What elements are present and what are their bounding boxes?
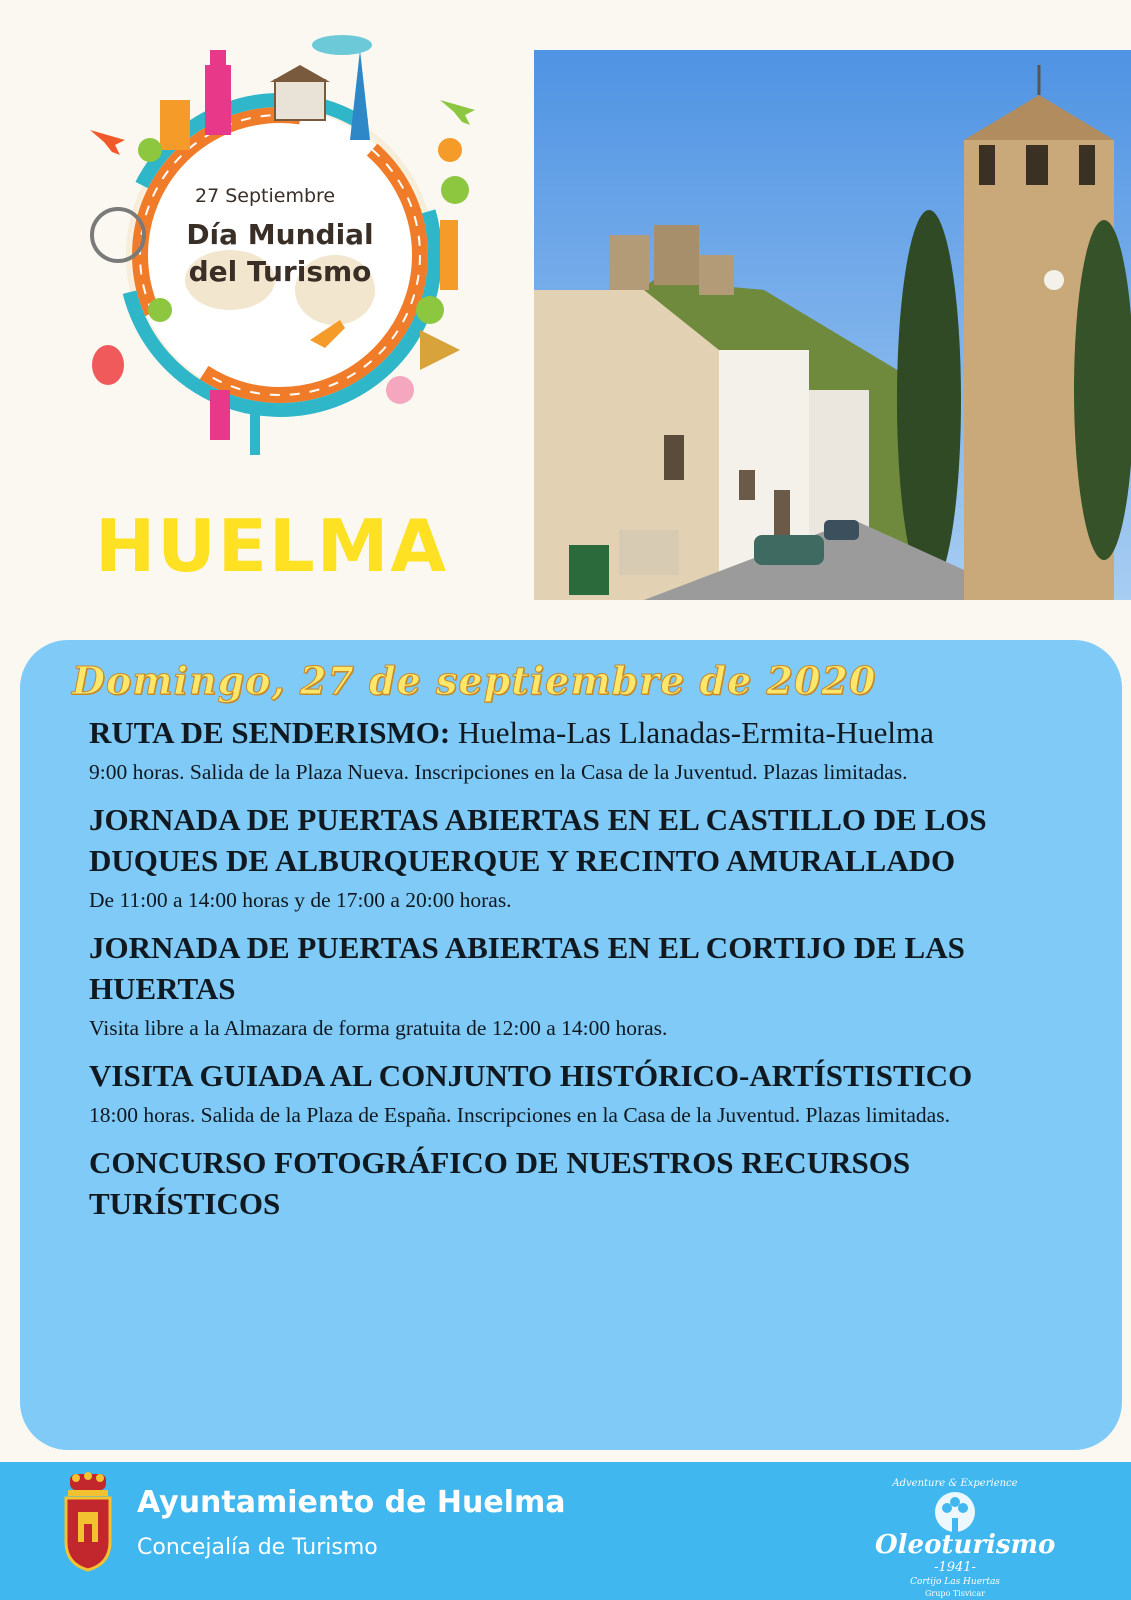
brand-name: Oleoturismo — [875, 1530, 1056, 1560]
event-date: Domingo, 27 de septiembre de 2020 — [72, 658, 877, 703]
logo-date: 27 Septiembre — [195, 185, 336, 207]
event-title: JORNADA DE PUERTAS ABIERTAS EN EL CASTILLO DE LOS DUQUES DE ALBURQUERQUE Y RECINTO AMURALLADO — [89, 802, 987, 878]
event-list — [89, 712, 1089, 1236]
event-title: JORNADA DE PUERTAS ABIERTAS EN EL CORTIJO DE LAS HUERTAS — [89, 930, 965, 1006]
church-street-image — [534, 50, 1131, 600]
brand-group: Grupo Tisvicar — [925, 1589, 985, 1598]
brand-tagline: Adventure & Experience — [892, 1478, 1018, 1489]
world-tourism-day-logo — [60, 30, 500, 470]
event-title: VISITA GUIADA AL CONJUNTO HISTÓRICO-ARTÍSTISTICO — [89, 1058, 973, 1093]
organization-department: Concejalía de Turismo — [137, 1535, 378, 1560]
event-title — [89, 712, 1089, 753]
event-item — [89, 799, 1089, 915]
event-description: 9:00 horas. Salida de la Plaza Nueva. Inscripciones en la Casa de la Juventud. Plazas limitadas. — [89, 760, 908, 784]
event-description: De 11:00 a 14:00 horas y de 17:00 a 20:00 horas. — [89, 888, 512, 912]
brand-subtitle: Cortijo Las Huertas — [910, 1577, 1000, 1587]
organization-name: Ayuntamiento de Huelma — [137, 1485, 566, 1520]
event-description: Visita libre a la Almazara de forma gratuita de 12:00 a 14:00 horas. — [89, 1016, 668, 1040]
oleoturismo-logo — [875, 1470, 1056, 1598]
event-item — [89, 1142, 1089, 1224]
event-item — [89, 1055, 1089, 1130]
town-crest-icon — [62, 1472, 114, 1576]
event-item — [89, 927, 1089, 1043]
event-title-label: RUTA DE SENDERISMO: — [89, 715, 451, 750]
town-name: HUELMA — [95, 504, 449, 588]
brand-year: -1941- — [934, 1560, 976, 1575]
event-item — [89, 712, 1089, 787]
event-title: CONCURSO FOTOGRÁFICO DE NUESTROS RECURSOS TURÍSTICOS — [89, 1145, 911, 1221]
event-description: 18:00 horas. Salida de la Plaza de España. Inscripciones en la Casa de la Juventud. Plazas limitadas. — [89, 1103, 950, 1127]
town-photo — [534, 50, 1131, 600]
logo-title-line2: del Turismo — [188, 255, 372, 288]
logo-title-line1: Día Mundial — [186, 218, 374, 251]
event-title-route: Huelma-Las Llanadas-Ermita-Huelma — [450, 715, 934, 750]
